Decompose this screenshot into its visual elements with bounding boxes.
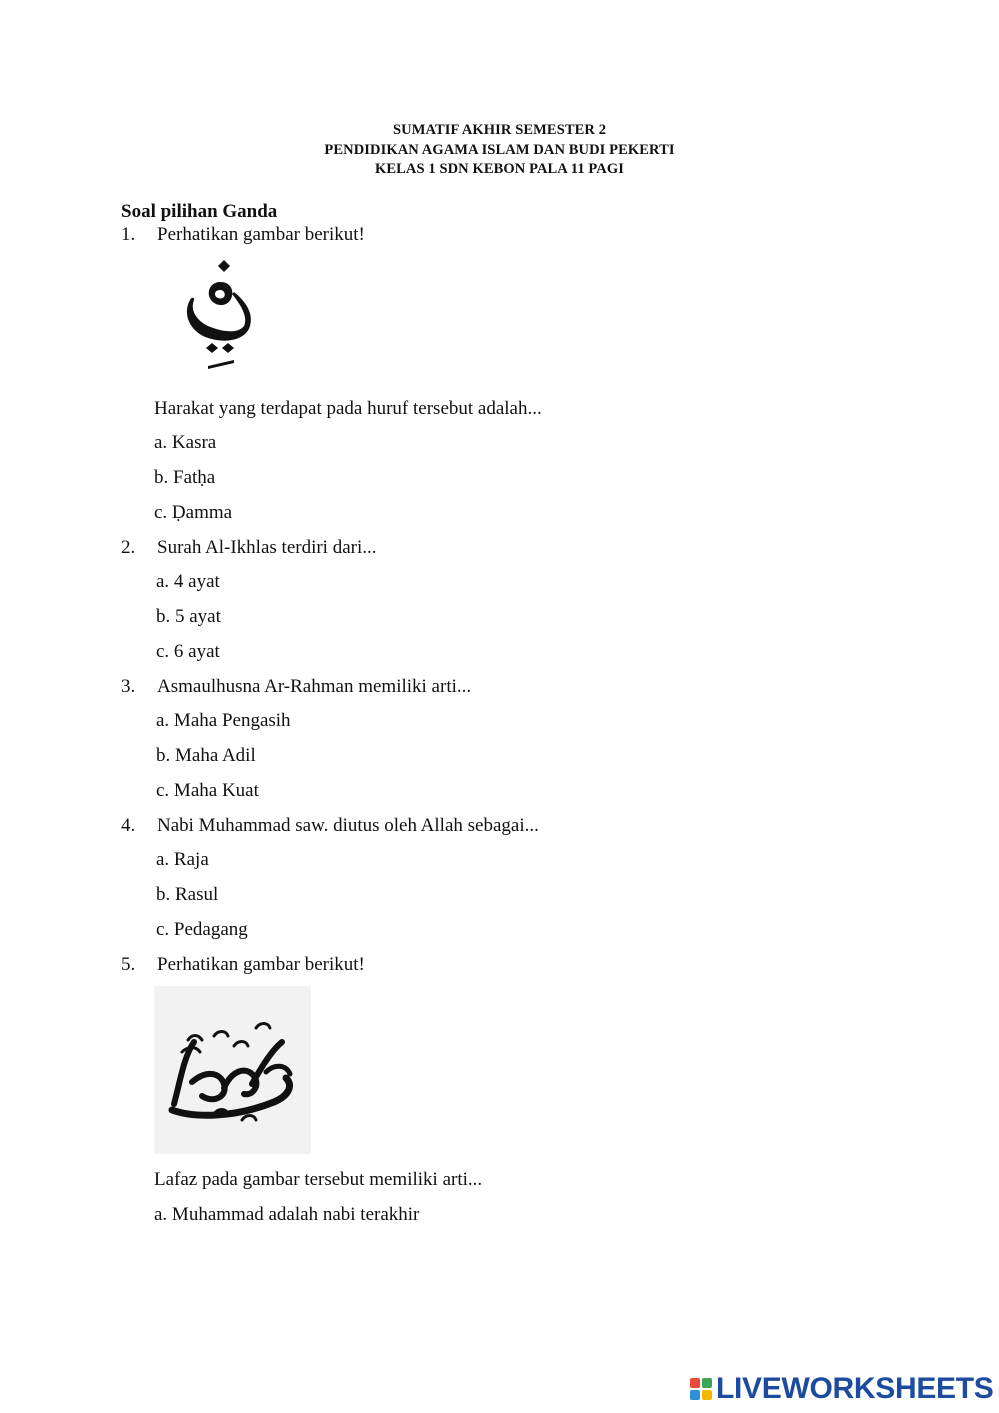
question-3-number: 3. (121, 676, 136, 697)
question-1-prompt: Harakat yang terdapat pada huruf tersebut adalah... (154, 398, 542, 419)
question-2-option-c[interactable]: c. 6 ayat (156, 641, 220, 662)
question-1-number: 1. (121, 224, 136, 245)
calligraphy-icon (154, 986, 311, 1154)
question-3-option-a[interactable]: a. Maha Pengasih (156, 710, 291, 731)
question-2-number: 2. (121, 537, 136, 558)
question-1-option-c[interactable]: c. Ḍamma (154, 502, 233, 523)
liveworksheets-icon (690, 1378, 712, 1400)
question-5-text: Perhatikan gambar berikut! (157, 954, 365, 975)
question-3-text: Asmaulhusna Ar-Rahman memiliki arti... (157, 676, 472, 697)
question-4-number: 4. (121, 815, 136, 836)
question-2-option-b[interactable]: b. 5 ayat (156, 606, 221, 627)
question-4-option-c[interactable]: c. Pedagang (156, 919, 248, 940)
question-5-option-a[interactable]: a. Muhammad adalah nabi terakhir (154, 1204, 420, 1225)
question-4-text: Nabi Muhammad saw. diutus oleh Allah sebagai... (157, 815, 539, 836)
liveworksheets-wordmark: LIVEWORKSHEETS (716, 1372, 994, 1405)
arabic-letter-fa-kasra-image (168, 248, 264, 376)
question-1-option-a[interactable]: a. Kasra (154, 432, 217, 453)
question-4-option-a[interactable]: a. Raja (156, 849, 209, 870)
question-1-text: Perhatikan gambar berikut! (157, 224, 365, 245)
question-2-option-a[interactable]: a. 4 ayat (156, 571, 220, 592)
muhammad-calligraphy-image (154, 986, 311, 1154)
liveworksheets-logo (690, 1370, 994, 1408)
question-1-option-b[interactable]: b. Fatḥa (154, 467, 216, 488)
question-3-option-b[interactable]: b. Maha Adil (156, 745, 256, 766)
section-title: Soal pilihan Ganda (121, 201, 278, 222)
question-4-option-b[interactable]: b. Rasul (156, 884, 219, 905)
question-5-prompt: Lafaz pada gambar tersebut memiliki arti... (154, 1169, 483, 1190)
document-subject: PENDIDIKAN AGAMA ISLAM DAN BUDI PEKERTI (324, 142, 675, 158)
question-3-option-c[interactable]: c. Maha Kuat (156, 780, 259, 801)
document-title: SUMATIF AKHIR SEMESTER 2 (392, 122, 607, 138)
question-5-number: 5. (121, 954, 136, 975)
question-2-text: Surah Al-Ikhlas terdiri dari... (157, 537, 377, 558)
document-class: KELAS 1 SDN KEBON PALA 11 PAGI (374, 161, 624, 177)
